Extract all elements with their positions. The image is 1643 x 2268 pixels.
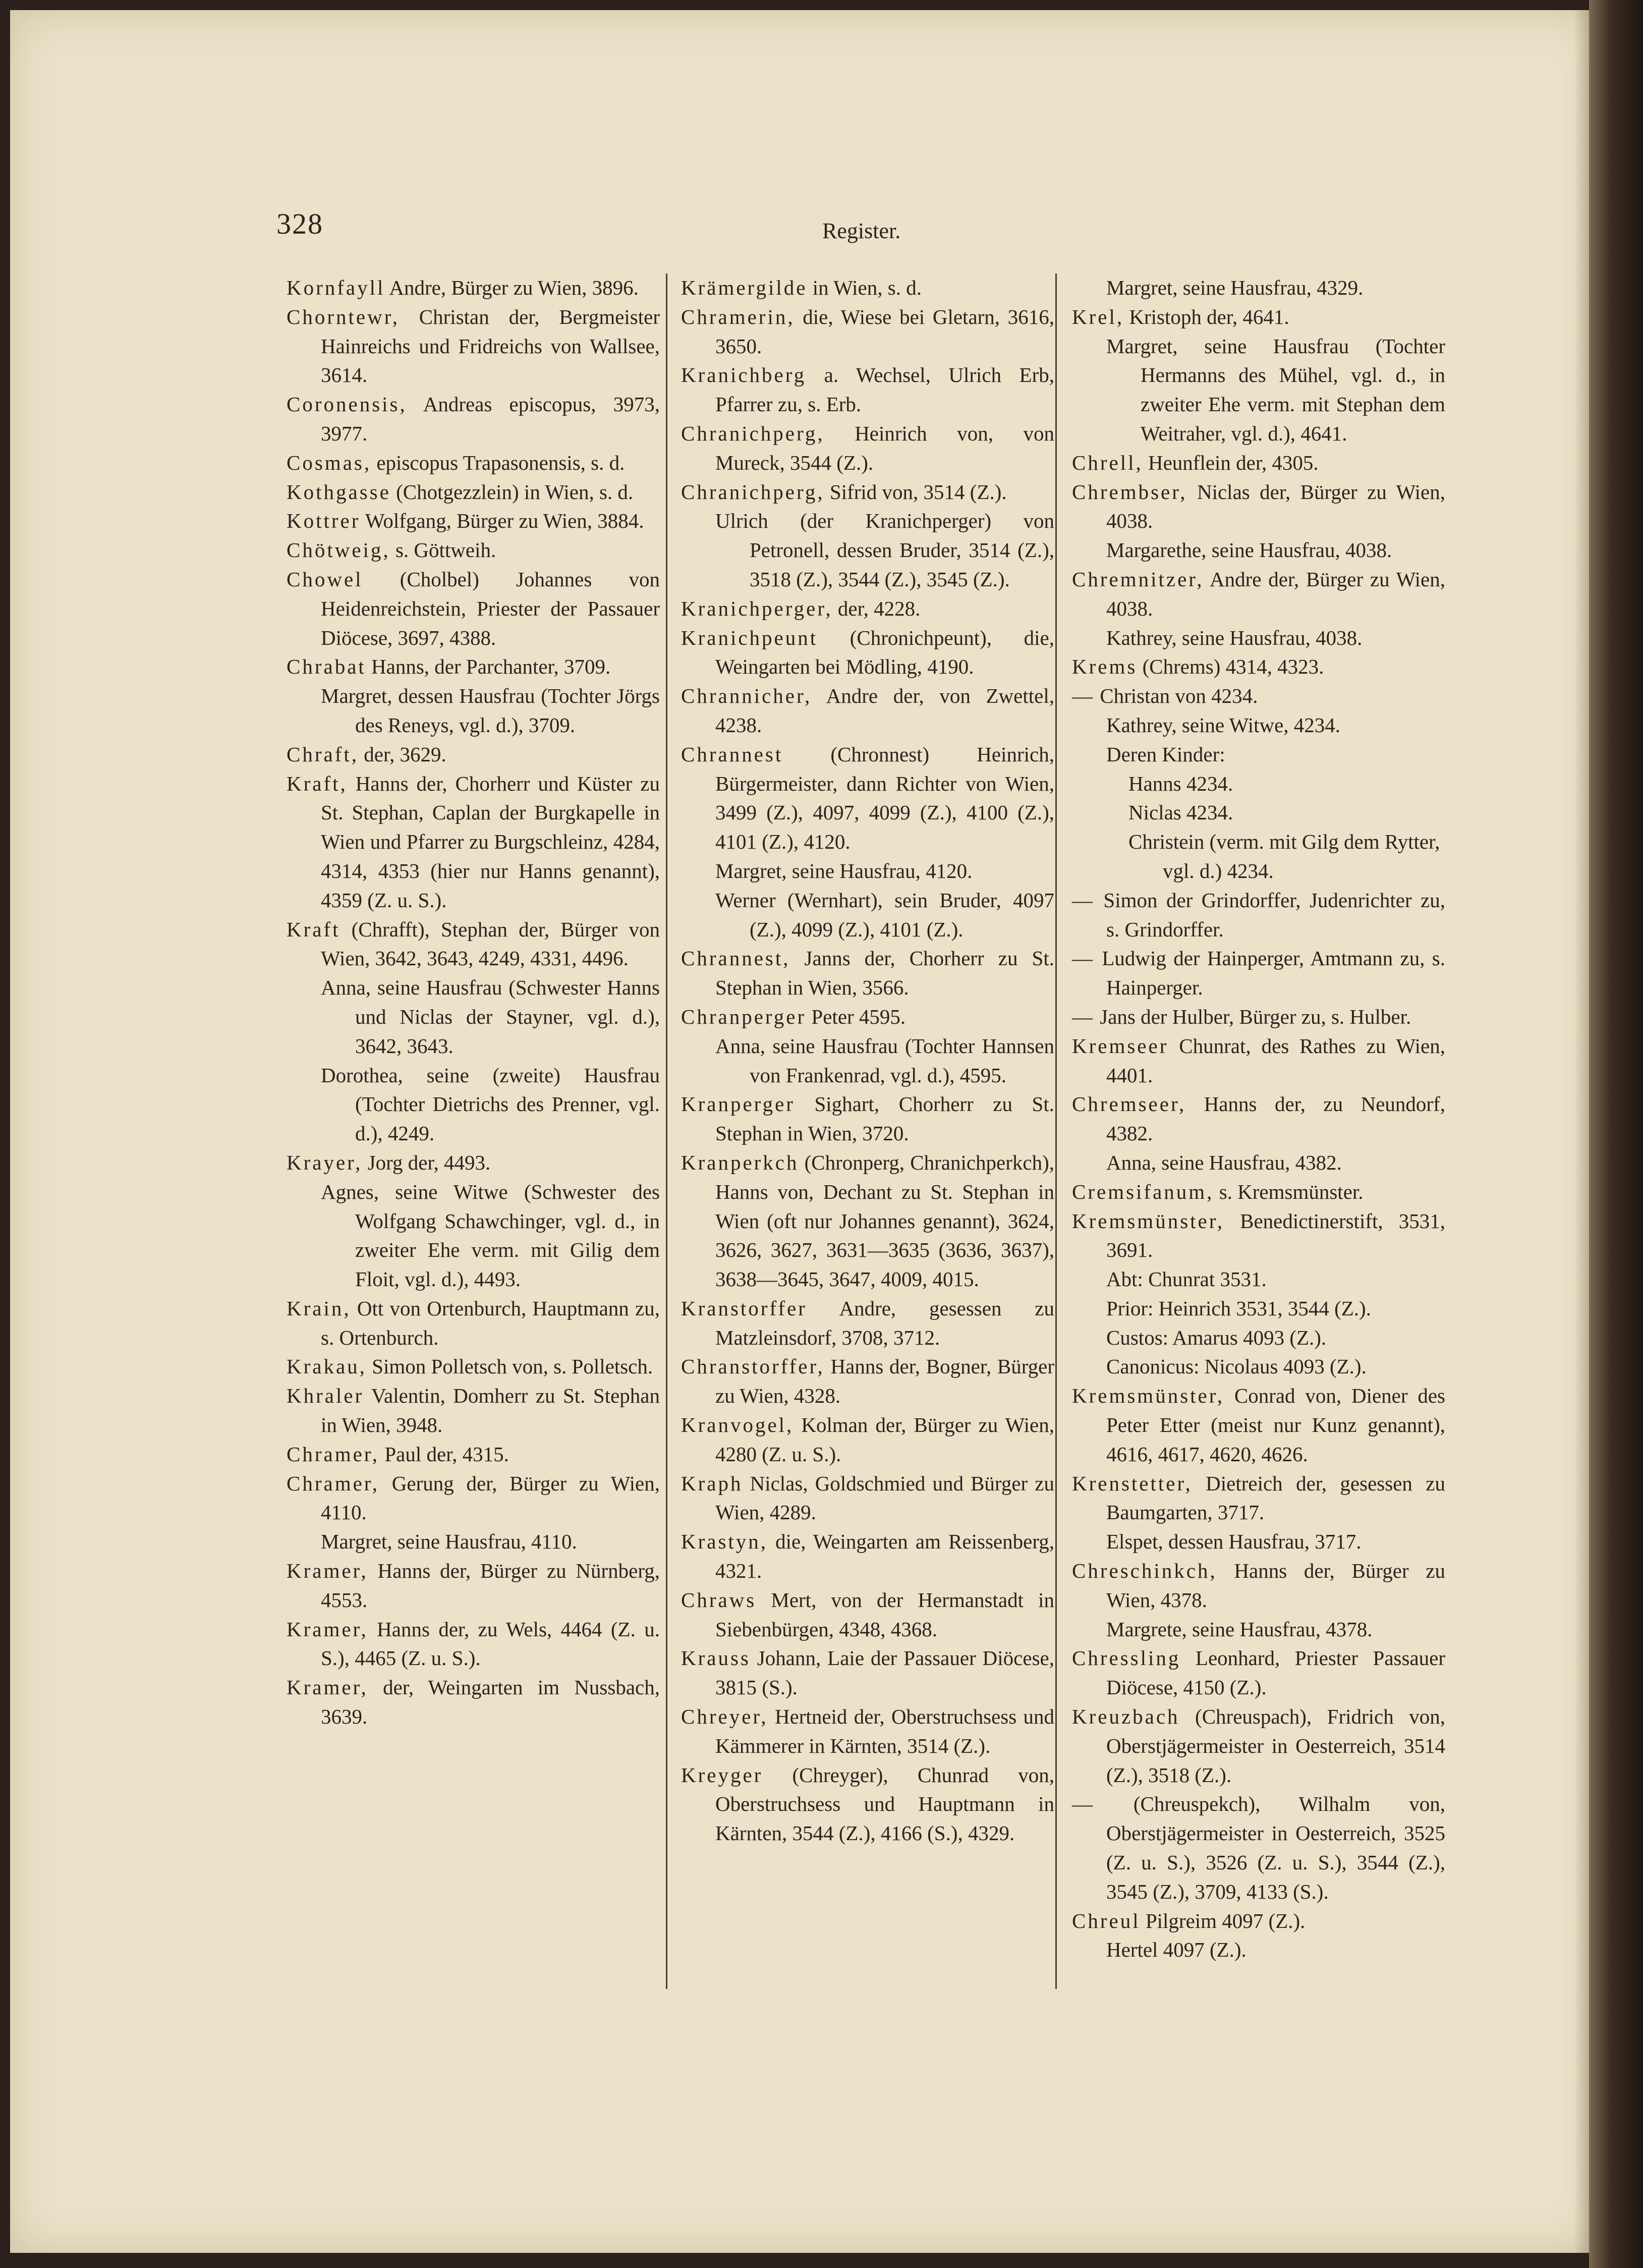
entry-text: Anna, seine Hausfrau (Schwester Hanns und Niclas der Stayner, vgl. d.), 3642, 3643. — [321, 976, 660, 1058]
register-subentry — [1072, 1615, 1445, 1644]
entry-keyword: Kranvogel, — [681, 1413, 794, 1437]
entry-text: s. Kremsmünster. — [1214, 1180, 1364, 1203]
entry-text: (Chotgezzlein) in Wien, s. d. — [390, 480, 634, 504]
entry-text: Peter 4595. — [806, 1005, 906, 1028]
entry-text: Christan von 4234. — [1095, 684, 1258, 708]
entry-keyword: Kranichberg — [681, 363, 807, 387]
entry-text: Ulrich (der Kranichperger) von Petronell, dessen Bruder, 3514 (Z.), 3518 (Z.), 3544 (Z.), 3545 (Z.). — [715, 509, 1054, 591]
register-entry — [287, 1148, 660, 1178]
register-subentry — [287, 1178, 660, 1294]
entry-text: Sighart, Chorherr zu St. Stephan in Wien, 3720. — [715, 1092, 1054, 1145]
register-subentry — [1072, 332, 1445, 449]
register-entry — [287, 478, 660, 507]
entry-text: Margret, seine Hausfrau, 4110. — [321, 1530, 577, 1554]
entry-text: Margret, seine Hausfrau, 4120. — [715, 859, 973, 882]
entry-text: Custos: Amarus 4093 (Z.). — [1106, 1325, 1327, 1349]
entry-keyword: Kranichpeunt — [681, 626, 818, 649]
entry-text: Andre, gesessen zu Matzleinsdorf, 3708, 3712. — [715, 1296, 1054, 1349]
entry-text: Benedictinerstift, 3531, 3691. — [1106, 1209, 1445, 1262]
entry-keyword: Krastyn, — [681, 1530, 768, 1554]
entry-keyword: Kremseer — [1072, 1034, 1169, 1058]
entry-keyword: Khraler — [287, 1384, 364, 1408]
entry-text: Deren Kinder: — [1106, 742, 1225, 766]
register-entry — [287, 652, 660, 682]
entry-text: (Chrafft), Stephan der, Bürger von Wien, 3642, 3643, 4249, 4331, 4496. — [321, 917, 660, 970]
register-entry — [1072, 303, 1445, 332]
register-subentry — [1072, 827, 1445, 886]
entry-text: Niclas der, Bürger zu Wien, 4038. — [1106, 480, 1445, 533]
register-subentry — [1072, 769, 1445, 799]
entry-text: Andreas episcopus, 3973, 3977. — [321, 393, 660, 445]
register-entry — [1072, 1557, 1445, 1615]
register-entry — [681, 361, 1054, 419]
entry-keyword: Kraft — [287, 917, 341, 941]
book-spine — [1589, 0, 1643, 2268]
register-subentry — [1072, 1935, 1445, 1965]
register-subentry — [1072, 536, 1445, 565]
register-entry — [287, 1673, 660, 1732]
entry-text: a. Wechsel, Ulrich Erb, Pfarrer zu, s. Erb. — [715, 363, 1054, 416]
register-subentry — [1072, 273, 1445, 303]
entry-text: Kolman der, Bürger zu Wien, 4280 (Z. u. S.). — [715, 1413, 1054, 1466]
entry-keyword: Krauss — [681, 1646, 751, 1670]
register-entry — [1072, 886, 1445, 945]
entry-text: (Chreuspekch), Wilhalm von, Oberstjägermeister in Oesterreich, 3525 (Z. u. S.), 3526 (Z. u. S.), 3544 (Z.), 3545 (Z.), 3709, 4133 (S.). — [1095, 1792, 1445, 1903]
entry-keyword: Chranichperg, — [681, 421, 825, 445]
entry-text: Christan der, Bergmeister Hainreichs und Fridreichs von Wallsee, 3614. — [321, 305, 660, 387]
register-entry — [681, 1090, 1054, 1148]
entry-text: der, 4228. — [832, 596, 921, 620]
entry-keyword: Chrannest, — [681, 947, 790, 970]
entry-keyword: Kranperkch — [681, 1150, 799, 1174]
entry-text: Margarethe, seine Hausfrau, 4038. — [1106, 538, 1392, 562]
entry-keyword: — — [1072, 888, 1095, 912]
entry-keyword: Kottrer — [287, 509, 361, 533]
entry-text: Gerung der, Bürger zu Wien, 4110. — [321, 1471, 660, 1524]
register-entry — [681, 1352, 1054, 1411]
entry-keyword: Chremnitzer, — [1072, 567, 1204, 591]
entry-keyword: Chorntewr, — [287, 305, 400, 328]
entry-text: Jans der Hulber, Bürger zu, s. Hulber. — [1095, 1005, 1411, 1028]
entry-text: Hanns der, zu Wels, 4464 (Z. u. S.), 4465 (Z. u. S.). — [321, 1617, 660, 1670]
entry-keyword: Kornfayll — [287, 276, 385, 299]
entry-keyword: Krain, — [287, 1296, 351, 1320]
register-entry — [287, 390, 660, 449]
entry-text: (Chronnest) Heinrich, Bürgermeister, dann Richter von Wien, 3499 (Z.), 4097, 4099 (Z.), 4100 (Z.), 4101 (Z.), 4120. — [715, 742, 1054, 854]
entry-text: Ott von Ortenburch, Hauptmann zu, s. Ortenburch. — [321, 1296, 660, 1349]
entry-text: Anna, seine Hausfrau (Tochter Hannsen von Frankenrad, vgl. d.), 4595. — [715, 1034, 1054, 1087]
entry-keyword: Krayer, — [287, 1150, 363, 1174]
entry-keyword: Krenstetter, — [1072, 1471, 1193, 1495]
entry-text: Hertel 4097 (Z.). — [1106, 1938, 1247, 1962]
register-subentry — [1072, 711, 1445, 740]
register-subentry — [1072, 1148, 1445, 1178]
entry-text: Andre, Bürger zu Wien, 3896. — [385, 276, 639, 299]
entry-keyword: Coronensis, — [287, 393, 407, 416]
register-subentry — [287, 973, 660, 1061]
entry-keyword: Krems — [1072, 655, 1138, 679]
entry-keyword: Kramer, — [287, 1559, 368, 1583]
entry-keyword: Kramer, — [287, 1676, 368, 1699]
entry-text: Heinrich von, von Mureck, 3544 (Z.). — [715, 421, 1054, 474]
entry-text: der, Weingarten im Nussbach, 3639. — [321, 1676, 660, 1729]
entry-keyword: Kremsmünster, — [1072, 1209, 1225, 1233]
register-entry — [1072, 682, 1445, 711]
register-entry — [1072, 1702, 1445, 1790]
entry-keyword: Kranperger — [681, 1092, 795, 1116]
register-entry — [287, 273, 660, 303]
register-entry — [681, 624, 1054, 682]
entry-text: Sifrid von, 3514 (Z.). — [824, 480, 1007, 504]
register-entry — [681, 1148, 1054, 1294]
entry-text: (Chrems) 4314, 4323. — [1137, 655, 1324, 679]
entry-text: (Chronperg, Chranichperkch), Hanns von, Dechant zu St. Stephan in Wien (oft nur Johannes genannt), 3624, 3626, 3627, 3631—3635 (3636, 3637), 3638—3645, 3647, 4009, 4015. — [715, 1150, 1054, 1291]
entry-text: Ludwig der Hainperger, Amtmann zu, s. Hainperger. — [1095, 947, 1445, 1000]
register-entry — [1072, 449, 1445, 478]
entry-text: Pilgreim 4097 (Z.). — [1140, 1909, 1306, 1932]
register-entry — [287, 303, 660, 390]
entry-keyword: Kraft, — [287, 771, 348, 795]
entry-keyword: Kranstorffer — [681, 1296, 807, 1320]
entry-keyword: Chreschinkch, — [1072, 1559, 1217, 1583]
register-entry — [681, 478, 1054, 507]
entry-keyword: Chremseer, — [1072, 1092, 1186, 1116]
register-subentry — [1072, 1352, 1445, 1381]
entry-text: Andre der, Bürger zu Wien, 4038. — [1106, 567, 1445, 620]
register-entry — [681, 419, 1054, 478]
register-entry — [1072, 565, 1445, 624]
entry-text: Paul der, 4315. — [379, 1442, 509, 1466]
entry-text: Hanns 4234. — [1128, 771, 1233, 795]
entry-text: Anna, seine Hausfrau, 4382. — [1106, 1150, 1342, 1174]
entry-keyword: — — [1072, 947, 1095, 970]
register-entry — [287, 1381, 660, 1440]
entry-text: (Cholbel) Johannes von Heidenreichstein, Priester der Passauer Diöcese, 3697, 4388. — [321, 567, 660, 649]
entry-keyword: Krel, — [1072, 305, 1124, 328]
register-entry — [681, 682, 1054, 740]
entry-text: Mert, von der Hermanstadt in Siebenbürgen, 4348, 4368. — [715, 1588, 1054, 1641]
register-entry — [1072, 1003, 1445, 1032]
entry-keyword: Kraph — [681, 1471, 743, 1495]
entry-keyword: Chrembser, — [1072, 480, 1187, 504]
column-divider — [666, 273, 667, 1989]
entry-text: Simon der Grindorffer, Judenrichter zu, s. Grindorffer. — [1095, 888, 1445, 941]
entry-keyword: Kranichperger, — [681, 596, 833, 620]
entry-text: Wolfgang, Bürger zu Wien, 3884. — [360, 509, 644, 533]
entry-keyword: Chramer, — [287, 1471, 380, 1495]
entry-keyword: Kreuzbach — [1072, 1705, 1180, 1729]
entry-text: Hanns der, Bürger zu Nürnberg, 4553. — [321, 1559, 660, 1612]
register-entry — [681, 273, 1054, 303]
entry-keyword: Chrabat — [287, 655, 366, 679]
entry-keyword: Chranperger — [681, 1005, 807, 1028]
register-subentry — [1072, 624, 1445, 653]
register-entry — [681, 1702, 1054, 1761]
register-entry — [1072, 1381, 1445, 1469]
register-entry — [1072, 1907, 1445, 1936]
entry-text: Dietreich der, gesessen zu Baumgarten, 3717. — [1106, 1471, 1445, 1524]
register-entry — [287, 1615, 660, 1674]
entry-text: (Chreuspach), Fridrich von, Oberstjägermeister in Oesterreich, 3514 (Z.), 3518 (Z.). — [1106, 1705, 1445, 1787]
entry-text: Margret, dessen Hausfrau (Tochter Jörgs des Reneys, vgl. d.), 3709. — [321, 684, 660, 737]
entry-text: Margret, seine Hausfrau (Tochter Hermanns des Mühel, vgl. d., in zweiter Ehe verm. mit Stephan dem Weitraher, vgl. d.), 4641. — [1106, 334, 1445, 445]
entry-keyword: Kothgasse — [287, 480, 391, 504]
register-subentry — [287, 1527, 660, 1557]
register-entry — [287, 915, 660, 974]
entry-text: Heunflein der, 4305. — [1143, 451, 1319, 474]
entry-text: Prior: Heinrich 3531, 3544 (Z.). — [1106, 1296, 1371, 1320]
register-subentry — [287, 1061, 660, 1148]
register-entry — [1072, 1469, 1445, 1528]
register-entry — [1072, 1644, 1445, 1702]
register-entry — [287, 1352, 660, 1381]
entry-text: Andre der, von Zwettel, 4238. — [715, 684, 1054, 737]
register-entry — [681, 594, 1054, 624]
entry-text: Margret, seine Hausfrau, 4329. — [1106, 276, 1364, 299]
register-column-3 — [1072, 273, 1445, 1965]
register-entry — [681, 944, 1054, 1003]
register-column-2 — [681, 273, 1054, 1848]
register-entry — [287, 1469, 660, 1528]
entry-text: Chunrat, des Rathes zu Wien, 4401. — [1106, 1034, 1445, 1087]
register-entry — [681, 740, 1054, 857]
entry-keyword: Kreyger — [681, 1763, 763, 1787]
entry-text: Leonhard, Priester Passauer Diöcese, 4150 (Z.). — [1106, 1646, 1445, 1699]
register-entry — [1072, 1178, 1445, 1207]
entry-keyword: Chraft, — [287, 742, 359, 766]
entry-keyword: Krakau, — [287, 1355, 367, 1378]
entry-keyword: Chranichperg, — [681, 480, 825, 504]
entry-keyword: Cremsifanum, — [1072, 1180, 1214, 1203]
entry-text: die, Weingarten am Reissenberg, 4321. — [715, 1530, 1054, 1583]
entry-text: Canonicus: Nicolaus 4093 (Z.). — [1106, 1355, 1367, 1378]
entry-text: Valentin, Domherr zu St. Stephan in Wien, 3948. — [321, 1384, 660, 1437]
register-entry — [681, 1761, 1054, 1848]
entry-text: s. Göttweih. — [390, 538, 496, 562]
register-subentry — [681, 886, 1054, 945]
entry-text: Abt: Chunrat 3531. — [1106, 1267, 1267, 1291]
page-header — [10, 207, 1599, 247]
entry-text: Elspet, dessen Hausfrau, 3717. — [1106, 1530, 1362, 1554]
entry-text: Dorothea, seine (zweite) Hausfrau (Tochter Dietrichs des Prenner, vgl. d.), 4249. — [321, 1063, 660, 1145]
register-entry — [287, 565, 660, 652]
register-entry — [681, 1003, 1054, 1032]
entry-text: Kathrey, seine Hausfrau, 4038. — [1106, 626, 1363, 649]
entry-text: Hanns der, zu Neundorf, 4382. — [1106, 1092, 1445, 1145]
register-subentry — [287, 682, 660, 740]
register-entry — [287, 449, 660, 478]
entry-text: episcopus Trapasonensis, s. d. — [371, 451, 625, 474]
register-entry — [681, 1644, 1054, 1702]
book-page — [10, 10, 1599, 2253]
entry-text: Simon Polletsch von, s. Polletsch. — [366, 1355, 653, 1378]
register-entry — [1072, 1032, 1445, 1090]
register-entry — [681, 1586, 1054, 1644]
entry-keyword: Kremsmünster, — [1072, 1384, 1225, 1408]
entry-text: (Chreyger), Chunrad von, Oberstruchsess und Hauptmann in Kärnten, 3544 (Z.), 4166 (S.), 4329. — [715, 1763, 1054, 1845]
running-title: Register. — [822, 218, 901, 243]
entry-text: Niclas 4234. — [1128, 801, 1233, 824]
register-entry — [681, 1469, 1054, 1528]
entry-keyword: Chramerin, — [681, 305, 795, 328]
register-entry — [1072, 1090, 1445, 1148]
register-entry — [681, 1294, 1054, 1353]
entry-keyword: Kramer, — [287, 1617, 368, 1641]
entry-text: Niclas, Goldschmied und Bürger zu Wien, 4289. — [715, 1471, 1054, 1524]
register-subentry — [1072, 740, 1445, 769]
register-entry — [681, 303, 1054, 361]
entry-keyword: Chreul — [1072, 1909, 1141, 1932]
register-entry — [287, 1294, 660, 1353]
register-entry — [1072, 652, 1445, 682]
register-entry — [1072, 478, 1445, 536]
entry-keyword: Chrell, — [1072, 451, 1143, 474]
entry-keyword: Chowel — [287, 567, 363, 591]
register-subentry — [681, 1032, 1054, 1090]
entry-keyword: Chraws — [681, 1588, 757, 1612]
register-subentry — [1072, 798, 1445, 827]
register-entry — [287, 1557, 660, 1615]
entry-text: der, 3629. — [359, 742, 446, 766]
entry-keyword: — — [1072, 1005, 1095, 1028]
entry-keyword: Chressling — [1072, 1646, 1181, 1670]
register-entry — [1072, 1207, 1445, 1265]
register-subentry — [681, 507, 1054, 594]
register-entry — [1072, 1790, 1445, 1906]
entry-keyword: Chranstorffer, — [681, 1355, 825, 1378]
register-entry — [681, 1527, 1054, 1586]
register-subentry — [1072, 1527, 1445, 1557]
entry-text: Christein (verm. mit Gilg dem Rytter, vgl. d.) 4234. — [1128, 830, 1440, 882]
entry-text: Kristoph der, 4641. — [1124, 305, 1289, 328]
entry-text: (Chronichpeunt), die, Weingarten bei Mödling, 4190. — [715, 626, 1054, 679]
entry-keyword: — — [1072, 684, 1095, 708]
register-entry — [1072, 944, 1445, 1003]
entry-keyword: Krämergilde — [681, 276, 808, 299]
entry-keyword: Cosmas, — [287, 451, 372, 474]
entry-text: Hanns, der Parchanter, 3709. — [366, 655, 611, 679]
entry-keyword: Chreyer, — [681, 1705, 768, 1729]
entry-text: Janns der, Chorherr zu St. Stephan in Wien, 3566. — [715, 947, 1054, 1000]
column-divider — [1055, 273, 1057, 1989]
entry-text: Hanns der, Bogner, Bürger zu Wien, 4328. — [715, 1355, 1054, 1408]
entry-text: Hanns der, Chorherr und Küster zu St. Stephan, Caplan der Burgkapelle in Wien und Pfarrer zu Burgschleinz, 4284, 4314, 4353 (hier nur Hanns genannt), 4359 (Z. u. S.). — [321, 771, 660, 912]
register-subentry — [681, 857, 1054, 886]
register-subentry — [1072, 1294, 1445, 1323]
register-entry — [681, 1411, 1054, 1469]
entry-text: Margrete, seine Hausfrau, 4378. — [1106, 1617, 1373, 1641]
entry-keyword: Chrannicher, — [681, 684, 812, 708]
entry-keyword: — — [1072, 1792, 1095, 1816]
register-entry — [287, 740, 660, 769]
entry-text: Johann, Laie der Passauer Diöcese, 3815 (S.). — [715, 1646, 1054, 1699]
page-number: 328 — [276, 207, 323, 240]
register-entry — [287, 769, 660, 915]
register-column-1 — [287, 273, 660, 1732]
entry-text: in Wien, s. d. — [807, 276, 922, 299]
entry-keyword: Chrannest — [681, 742, 783, 766]
entry-text: Hertneid der, Oberstruchsess und Kämmerer in Kärnten, 3514 (Z.). — [715, 1705, 1054, 1757]
entry-keyword: Chötweig, — [287, 538, 390, 562]
entry-text: Jorg der, 4493. — [362, 1150, 491, 1174]
register-entry — [287, 536, 660, 565]
register-subentry — [1072, 1265, 1445, 1294]
entry-text: Werner (Wernhart), sein Bruder, 4097 (Z.), 4099 (Z.), 4101 (Z.). — [715, 888, 1054, 941]
entry-keyword: Chramer, — [287, 1442, 380, 1466]
register-subentry — [1072, 1323, 1445, 1353]
entry-text: die, Wiese bei Gletarn, 3616, 3650. — [715, 305, 1054, 358]
register-entry — [287, 1440, 660, 1469]
register-entry — [287, 507, 660, 536]
entry-text: Conrad von, Diener des Peter Etter (meist nur Kunz genannt), 4616, 4617, 4620, 4626. — [1106, 1384, 1445, 1466]
entry-text: Hanns der, Bürger zu Wien, 4378. — [1106, 1559, 1445, 1612]
entry-text: Agnes, seine Witwe (Schwester des Wolfgang Schawchinger, vgl. d., in zweiter Ehe verm. mit Gilig dem Floit, vgl. d.), 4493. — [321, 1180, 660, 1291]
entry-text: Kathrey, seine Witwe, 4234. — [1106, 713, 1341, 737]
